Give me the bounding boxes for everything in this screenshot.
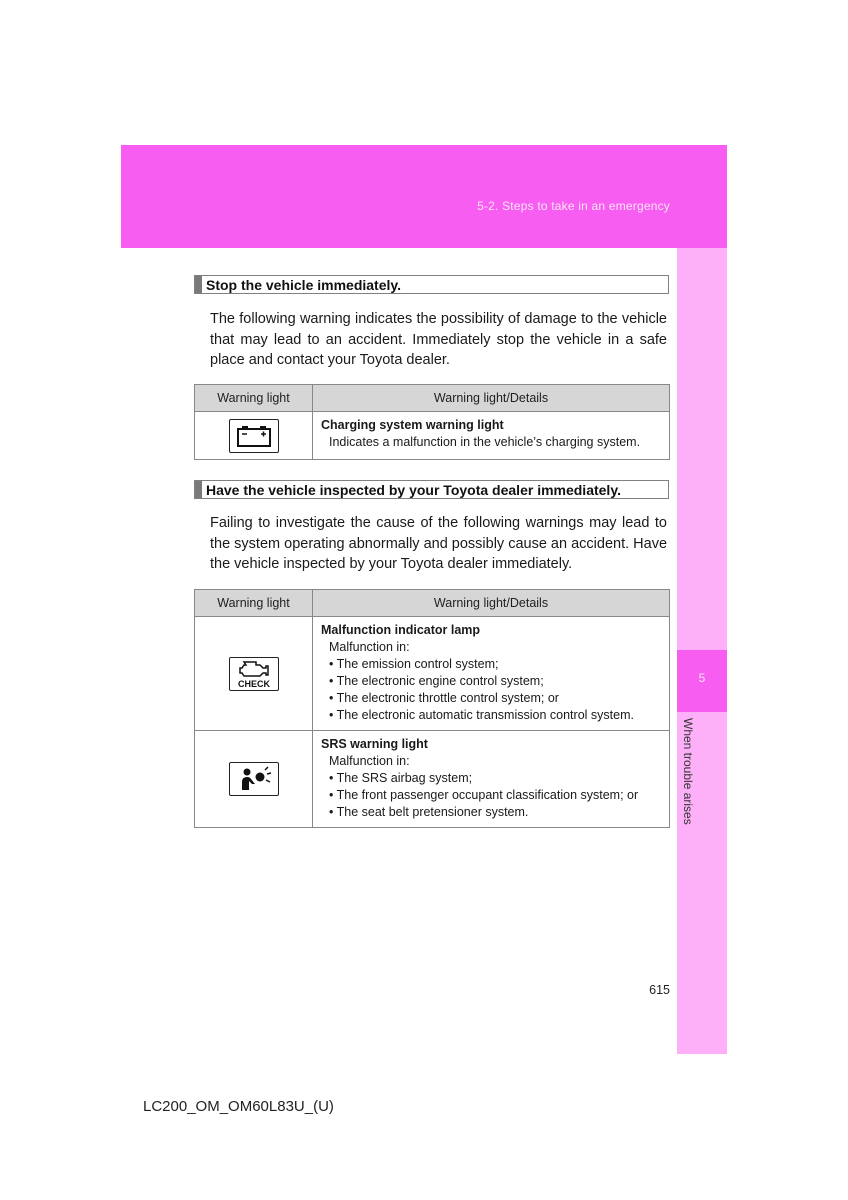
page-number: 615 (649, 983, 670, 997)
table-row (195, 617, 670, 731)
section-heading-stop (194, 275, 669, 294)
table-header-row (195, 590, 670, 617)
warning-table-inspect (194, 589, 670, 828)
heading-bar (195, 276, 202, 293)
section-paragraph-inspect: Failing to investigate the cause of the following warnings may lead to the system operating abnormally and possibly cause an accident. Have the vehicle inspected by your Toyota dealer immediately. (210, 515, 668, 572)
detail-line: Malfunction in: (329, 754, 410, 768)
details-cell (313, 412, 670, 460)
icon-cell (195, 412, 313, 460)
warning-title: Malfunction indicator lamp (321, 623, 481, 637)
detail-line: Malfunction in: (329, 640, 410, 654)
detail-line: • The emission control system; (329, 657, 499, 671)
chapter-marker (677, 650, 727, 712)
srs-airbag-icon (229, 762, 279, 796)
table-row (195, 412, 670, 460)
chapter-label (679, 718, 699, 848)
detail-line: • The electronic automatic transmission control system. (329, 708, 634, 722)
column-header: Warning light (195, 385, 313, 412)
footer-code: LC200_OM_OM60L83U_(U) (143, 1098, 334, 1115)
details-cell (313, 731, 670, 828)
table-row (195, 731, 670, 828)
column-header: Warning light/Details (313, 385, 670, 412)
icon-cell (195, 731, 313, 828)
detail-line: • The electronic engine control system; (329, 674, 544, 688)
chapter-number: 5 (698, 671, 706, 685)
section-heading-inspect (194, 480, 669, 499)
check-label: CHECK (237, 678, 270, 689)
detail-line: • The SRS airbag system; (329, 771, 473, 785)
icon-cell (195, 617, 313, 731)
details-cell (313, 617, 670, 731)
detail-line: • The electronic throttle control system; or (329, 691, 559, 705)
section-paragraph-stop: The following warning indicates the possibility of damage to the vehicle that may lead to an accident. Immediately stop the vehicle in a safe place and contact your Toyota dealer. (210, 311, 667, 368)
column-header: Warning light (195, 590, 313, 617)
column-header: Warning light/Details (313, 590, 670, 617)
detail-line: Indicates a malfunction in the vehicle’s charging system. (329, 435, 641, 449)
table-header-row (195, 385, 670, 412)
detail-line: • The seat belt pretensioner system. (329, 805, 529, 819)
warning-title: Charging system warning light (321, 418, 504, 432)
check-engine-icon (229, 657, 279, 691)
heading-text: Have the vehicle inspected by your Toyota dealer immediately. (206, 482, 621, 498)
battery-icon (229, 419, 279, 453)
chapter-title: When trouble arises (681, 718, 695, 825)
detail-line: • The front passenger occupant classification system; or (329, 788, 639, 802)
heading-text: Stop the vehicle immediately. (206, 277, 402, 293)
header-band (121, 145, 727, 248)
warning-table-stop (194, 384, 670, 460)
heading-bar (195, 481, 202, 498)
section-header: 5-2. Steps to take in an emergency (477, 199, 670, 213)
warning-title: SRS warning light (321, 737, 428, 751)
